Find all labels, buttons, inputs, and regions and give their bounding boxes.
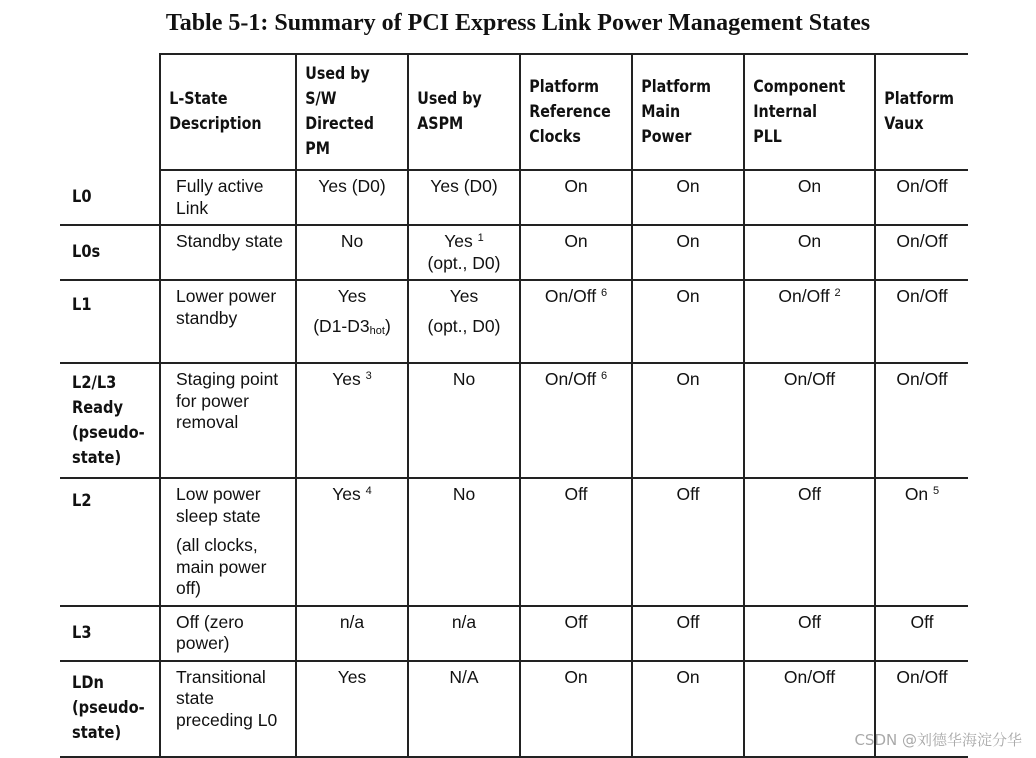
footnote-marker: 6 (600, 287, 608, 299)
subscript-hot: hot (369, 324, 385, 337)
main-power-cell: Off (632, 606, 744, 661)
state-description (160, 478, 296, 606)
state-text: L3 (72, 622, 92, 643)
sw-directed-pm-cell: n/a (296, 606, 408, 661)
sw-value: Yes (337, 286, 367, 306)
header-platform-vaux: Platform Vaux (875, 54, 953, 170)
aspm-cell (408, 280, 520, 363)
ref-clocks-cell: Off (520, 606, 632, 661)
aspm-cell: N/A (408, 661, 520, 757)
state-description: Lower power standby (160, 280, 296, 363)
description-line: Low power sleep state (176, 484, 261, 526)
state-description: Standby state (160, 225, 296, 280)
ref-clocks-value: On/Off (544, 369, 597, 389)
table-row (60, 478, 968, 606)
ref-clocks-cell: On (520, 225, 632, 280)
internal-pll-cell: Off (744, 606, 875, 661)
aspm-qualifier: (opt., D0) (427, 252, 501, 273)
main-power-cell: On (632, 661, 744, 757)
main-power-cell: On (632, 170, 744, 225)
sw-directed-pm-cell: No (296, 225, 408, 280)
main-power-cell: On (632, 280, 744, 363)
footnote-marker: 1 (477, 232, 484, 244)
header-corner (60, 54, 144, 170)
footnote-marker: 5 (933, 485, 940, 497)
sw-value: Yes (332, 484, 361, 504)
footnote-marker: 2 (834, 287, 841, 299)
sw-directed-pm-cell (296, 363, 408, 478)
state-text: L1 (72, 295, 92, 315)
sw-value: Yes (332, 369, 361, 389)
footnote-marker: 3 (365, 370, 372, 382)
footnote-marker: 6 (600, 370, 608, 382)
table-row (60, 170, 968, 225)
internal-pll-cell: On (744, 170, 875, 225)
sw-directed-pm-cell: Yes (D0) (296, 170, 408, 225)
pll-value: On/Off (778, 286, 830, 306)
ref-clocks-cell: Off (520, 478, 632, 606)
header-platform-reference-clocks: Platform Reference Clocks (520, 54, 614, 170)
ref-clocks-value: On/Off (544, 286, 597, 306)
header-component-internal-pll: Component Internal PLL (744, 54, 854, 170)
power-states-table (60, 53, 968, 758)
header-l-state-description: L-State Description (160, 54, 274, 170)
header-used-by-aspm: Used by ASPM (408, 54, 502, 170)
table-row (60, 363, 968, 478)
aspm-cell (408, 225, 520, 280)
state-description: Off (zero power) (160, 606, 296, 661)
sw-directed-pm-cell (296, 478, 408, 606)
state-text: L0s (72, 242, 101, 262)
state-description: Fully active Link (160, 170, 296, 225)
internal-pll-cell: On/Off (744, 661, 875, 757)
main-power-cell: Off (632, 478, 744, 606)
state-text: L2 (72, 491, 92, 511)
vaux-cell: On/Off (875, 661, 968, 757)
table-title: Table 5-1: Summary of PCI Express Link Power Management States (165, 10, 871, 36)
ref-clocks-cell: On (520, 661, 632, 757)
aspm-cell: No (408, 363, 520, 478)
state-label (60, 225, 160, 280)
description-note: (all clocks, main power off) (176, 535, 267, 598)
aspm-cell: No (408, 478, 520, 606)
header-platform-main-power: Platform Main Power (632, 54, 726, 170)
state-label (60, 363, 160, 478)
header-used-by-sw-directed-pm: Used by S/W Directed PM (296, 54, 390, 170)
state-text: L2/L3 Ready (pseudo-state) (72, 372, 145, 468)
internal-pll-cell: On/Off (744, 363, 875, 478)
header-row (60, 54, 968, 170)
internal-pll-cell: On (744, 225, 875, 280)
main-power-cell: On (632, 225, 744, 280)
state-label (60, 606, 160, 661)
table-row (60, 606, 968, 661)
vaux-cell: Off (875, 606, 968, 661)
vaux-cell (875, 478, 968, 606)
vaux-cell: On/Off (875, 280, 968, 363)
vaux-cell: On/Off (875, 170, 968, 225)
state-description: Staging point for power removal (160, 363, 296, 478)
watermark: CSDN @刘德华海淀分华 (854, 731, 1022, 749)
internal-pll-cell (744, 280, 875, 363)
state-description: Transitional state preceding L0 (160, 661, 296, 757)
internal-pll-cell: Off (744, 478, 875, 606)
ref-clocks-cell: On (520, 170, 632, 225)
vaux-cell: On/Off (875, 363, 968, 478)
aspm-value: Yes (449, 286, 479, 306)
sw-directed-pm-cell: Yes (296, 661, 408, 757)
aspm-value: Yes (444, 231, 473, 251)
sw-qualifier-close: ) (384, 315, 391, 336)
state-label (60, 478, 160, 606)
aspm-cell: Yes (D0) (408, 170, 520, 225)
aspm-cell: n/a (408, 606, 520, 661)
table-row (60, 661, 968, 757)
sw-qualifier: (D1-D3 (313, 315, 370, 336)
table-row (60, 225, 968, 280)
state-text: L0 (72, 186, 92, 207)
state-label (60, 170, 160, 225)
state-label (60, 280, 160, 363)
sw-directed-pm-cell (296, 280, 408, 363)
vaux-cell: On/Off (875, 225, 968, 280)
state-label (60, 661, 160, 757)
ref-clocks-cell (520, 280, 632, 363)
state-text: LDn (pseudo-state) (72, 673, 145, 743)
ref-clocks-cell (520, 363, 632, 478)
vaux-value: On (904, 484, 929, 504)
table-row (60, 280, 968, 363)
main-power-cell: On (632, 363, 744, 478)
footnote-marker: 4 (365, 485, 372, 497)
aspm-qualifier: (opt., D0) (427, 315, 501, 336)
